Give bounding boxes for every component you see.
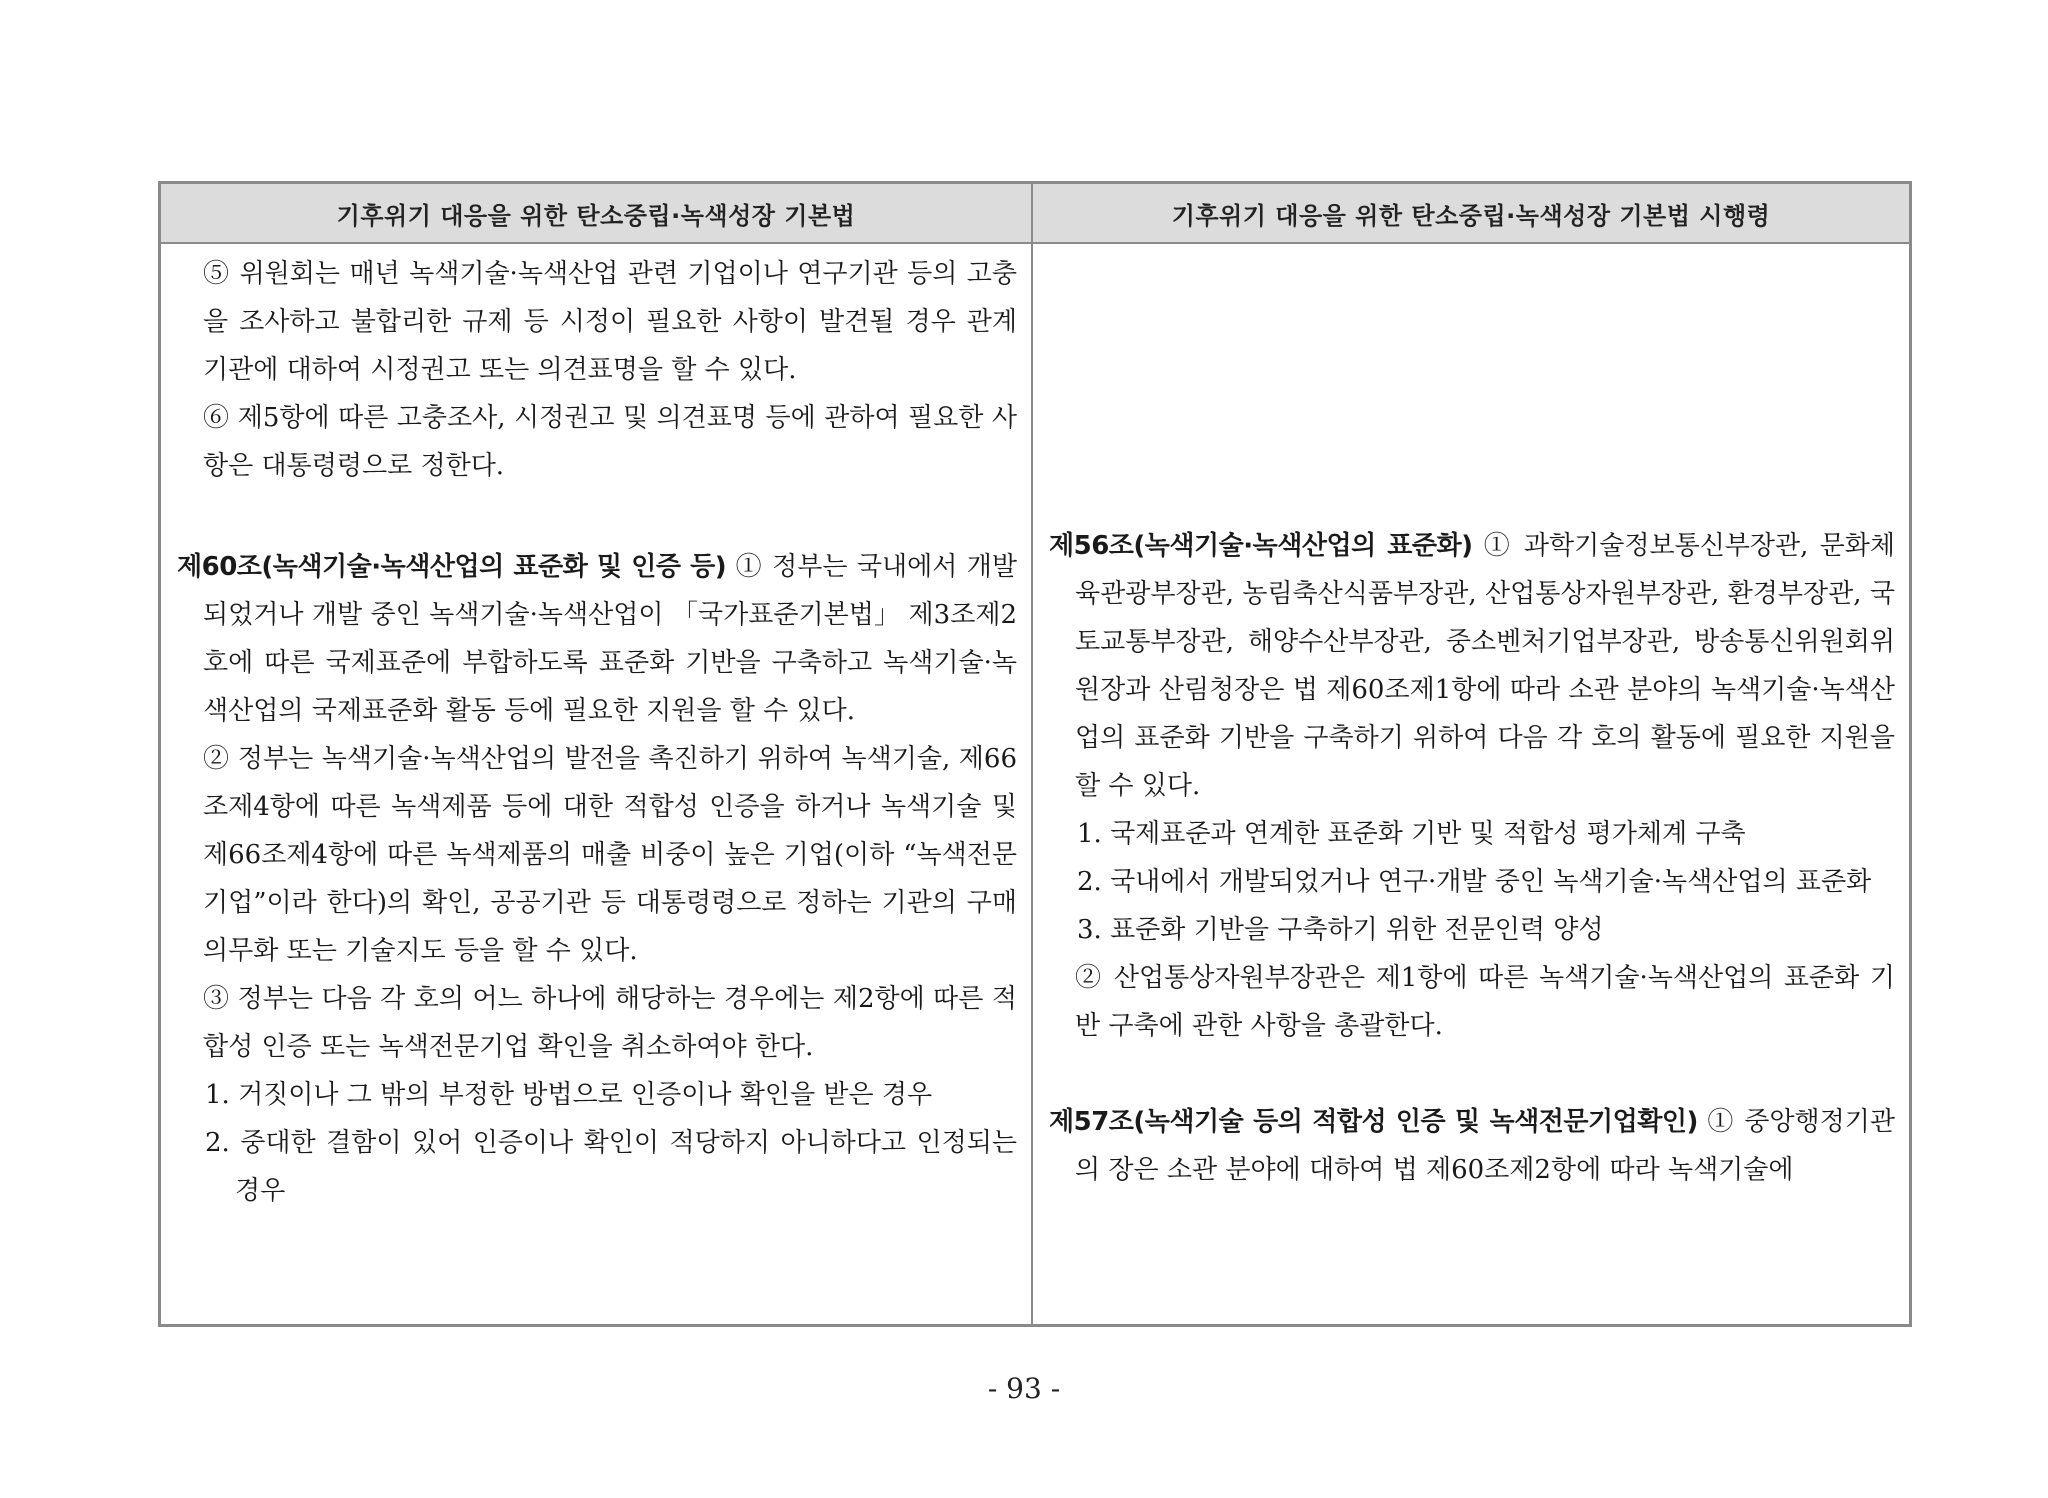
empty-space <box>1049 244 1895 522</box>
article-60 <box>177 543 1017 735</box>
law-column <box>161 244 1033 1324</box>
article-56-item-3: 3. 표준화 기반을 구축하기 위한 전문인력 양성 <box>1077 915 1604 945</box>
article-60-item-1: 1. 거짓이나 그 밖의 부정한 방법으로 인증이나 확인을 받은 경우 <box>205 1080 933 1110</box>
article-56 <box>1049 522 1895 810</box>
header-decree: 기후위기 대응을 위한 탄소중립·녹색성장 기본법 시행령 <box>1033 184 1909 244</box>
paragraph-6: ⑥ 제5항에 따른 고충조사, 시정권고 및 의견표명 등에 관하여 필요한 사항은 대통령령으로 정한다. <box>203 403 1017 481</box>
article-56-clause-2: ② 산업통상자원부장관은 제1항에 따른 녹색기술·녹색산업의 표준화 기반 구축에 관한 사항을 총괄한다. <box>1075 963 1895 1041</box>
article-57-title: 제57조(녹색기술 등의 적합성 인증 및 녹색전문기업확인) <box>1049 1107 1698 1137</box>
page-number: - 93 - <box>987 1372 1061 1405</box>
decree-column <box>1033 244 1909 1324</box>
paragraph-5: ⑤ 위원회는 매년 녹색기술·녹색산업 관련 기업이나 연구기관 등의 고충을 조사하고 불합리한 규제 등 시정이 필요한 사항이 발견될 경우 관계 기관에 대하여 시정권고 또는 의견표명을 할 수 있다. <box>203 259 1017 385</box>
article-60-clause-1: ① 정부는 국내에서 개발되었거나 개발 중인 녹색기술·녹색산업이 「국가표준기본법」 제3조제2호에 따른 국제표준에 부합하도록 표준화 기반을 구축하고 녹색기술·녹색산업의 국제표준화 활동 등에 필요한 지원을 할 수 있다. <box>203 552 1017 726</box>
article-57-clause-1: ① 중앙행정기관의 장은 소관 분야에 대하여 법 제60조제2항에 따라 녹색기술에 <box>1075 1107 1895 1185</box>
article-57 <box>1049 1098 1895 1194</box>
spacer <box>1049 1050 1895 1098</box>
article-60-item-2: 2. 중대한 결함이 있어 인증이나 확인이 적당하지 아니하다고 인정되는 경우 <box>205 1128 1017 1206</box>
article-56-title: 제56조(녹색기술·녹색산업의 표준화) <box>1049 531 1473 561</box>
article-60-clause-2: ② 정부는 녹색기술·녹색산업의 발전을 촉진하기 위하여 녹색기술, 제66조제4항에 따른 녹색제품 등에 대한 적합성 인증을 하거나 녹색기술 및 제66조제4항에 따른 녹색제품의 매출 비중이 높은 기업(이하 “녹색전문기업”이라 한다)의 확인, 공공기관 등 대통령령으로 정하는 기관의 구매의무화 또는 기술지도 등을 할 수 있다. <box>203 744 1017 966</box>
article-60-title: 제60조(녹색기술·녹색산업의 표준화 및 인증 등) <box>177 552 727 582</box>
law-comparison-table <box>158 181 1912 1327</box>
header-law: 기후위기 대응을 위한 탄소중립·녹색성장 기본법 <box>161 184 1033 244</box>
article-56-clause-1: ① 과학기술정보통신부장관, 문화체육관광부장관, 농림축산식품부장관, 산업통상자원부장관, 환경부장관, 국토교통부장관, 해양수산부장관, 중소벤처기업부장관, 방송통신위원회위원장과 산림청장은 법 제60조제1항에 따라 소관 분야의 녹색기술·녹색산업의 표준화 기반을 구축하기 위하여 다음 각 호의 활동에 필요한 지원을 할 수 있다. <box>1075 531 1895 801</box>
article-56-item-2: 2. 국내에서 개발되었거나 연구·개발 중인 녹색기술·녹색산업의 표준화 <box>1077 867 1872 897</box>
article-60-clause-3: ③ 정부는 다음 각 호의 어느 하나에 해당하는 경우에는 제2항에 따른 적합성 인증 또는 녹색전문기업 확인을 취소하여야 한다. <box>203 984 1017 1062</box>
article-56-item-1: 1. 국제표준과 연계한 표준화 기반 및 적합성 평가체계 구축 <box>1077 819 1746 849</box>
spacer <box>177 490 1017 543</box>
